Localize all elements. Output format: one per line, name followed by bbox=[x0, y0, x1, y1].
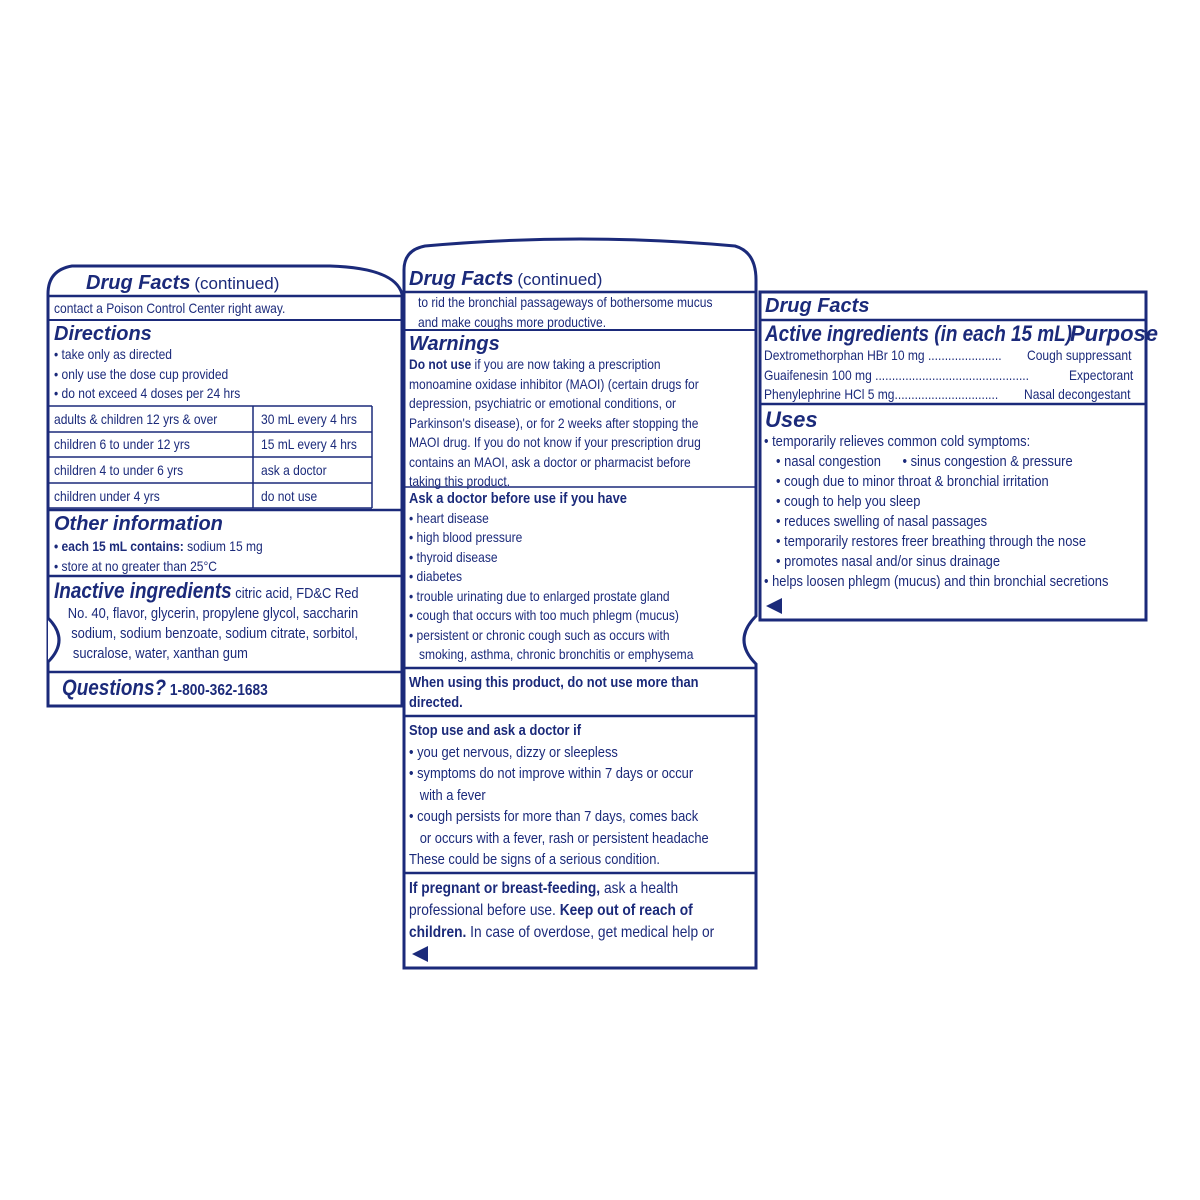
ingredient-purpose: Nasal decongestant bbox=[1024, 386, 1131, 402]
do-not-use-block bbox=[409, 355, 701, 492]
inactive-line: sodium, sodium benzoate, sodium citrate, sorbitol, bbox=[71, 625, 359, 642]
ask-doctor-heading: Ask a doctor before use if you have bbox=[409, 490, 627, 507]
when-using-block bbox=[409, 673, 699, 712]
uses-item: • cough to help you sleep bbox=[776, 493, 921, 510]
directions-item: • do not exceed 4 doses per 24 hrs bbox=[54, 385, 241, 401]
directions-heading: Directions bbox=[54, 323, 152, 345]
inactive-line: No. 40, flavor, glycerin, propylene glycol, saccharin bbox=[67, 605, 359, 622]
do-not-use-line: taking this product. bbox=[409, 473, 511, 489]
uses-list bbox=[764, 432, 1108, 592]
inactive-ingredients-heading: Inactive ingredients bbox=[54, 578, 232, 603]
overdose-text: In case of overdose, get medical help or bbox=[466, 924, 715, 941]
ingredient-purpose: Cough suppressant bbox=[1027, 347, 1132, 363]
other-item-storage: • store at no greater than 25°C bbox=[54, 557, 217, 574]
pregnant-text: professional before use. bbox=[409, 902, 560, 919]
ingredient-leader: ...................... bbox=[924, 347, 1002, 363]
stop-use-heading: Stop use and ask a doctor if bbox=[409, 722, 582, 739]
uses-item: • temporarily restores freer breathing through the nose bbox=[776, 533, 1087, 550]
uses-heading: Uses bbox=[765, 407, 818, 432]
ingredient-row bbox=[764, 366, 1029, 386]
ask-doctor-item: • persistent or chronic cough such as occurs with bbox=[409, 626, 670, 643]
inactive-line: sucralose, water, xanthan gum bbox=[72, 645, 248, 662]
do-not-use-line: depression, psychiatric or emotional conditions, or bbox=[409, 395, 677, 411]
ask-doctor-block bbox=[409, 489, 693, 665]
other-item-sodium-bold: • each 15 mL contains: bbox=[54, 538, 184, 554]
panel1-title-main: Drug Facts bbox=[86, 272, 191, 294]
stop-use-item: • cough persists for more than 7 days, comes back bbox=[409, 808, 699, 825]
pregnant-text: ask a health bbox=[600, 880, 679, 897]
stop-use-item: • you get nervous, dizzy or sleepless bbox=[409, 743, 618, 761]
uses-continued-line: and make coughs more productive. bbox=[418, 313, 607, 330]
panel2-title-main: Drug Facts bbox=[409, 268, 514, 290]
do-not-use-label: Do not use bbox=[409, 356, 472, 372]
stop-use-item: • symptoms do not improve within 7 days or occur bbox=[409, 765, 694, 782]
ingredient-purpose: Expectorant bbox=[1069, 367, 1134, 383]
ask-doctor-item: • diabetes bbox=[409, 568, 463, 584]
stop-use-item: or occurs with a fever, rash or persistent headache bbox=[409, 829, 709, 847]
dose-amount-0: 30 mL every 4 hrs bbox=[261, 411, 357, 427]
when-using-line: directed. bbox=[409, 693, 463, 711]
directions-item: • only use the dose cup provided bbox=[54, 365, 229, 382]
ask-doctor-item: smoking, asthma, chronic bronchitis or emphysema bbox=[409, 646, 694, 662]
uses-item: • nasal congestion • sinus congestion & pressure bbox=[776, 453, 1073, 470]
pregnant-label: If pregnant or breast-feeding, bbox=[409, 880, 601, 897]
when-using-line: When using this product, do not use more than bbox=[409, 674, 699, 691]
pregnant-block bbox=[409, 878, 714, 944]
ask-doctor-item: • high blood pressure bbox=[409, 529, 523, 545]
do-not-use-line: MAOI drug. If you do not know if your prescription drug bbox=[409, 434, 701, 450]
ingredient-name: Guaifenesin 100 mg bbox=[764, 367, 872, 383]
uses-intro: • temporarily relieves common cold symptoms: bbox=[764, 433, 1031, 450]
children-label: children. bbox=[409, 924, 467, 941]
ingredient-name: Dextromethorphan HBr 10 mg bbox=[764, 347, 925, 363]
warnings-heading: Warnings bbox=[409, 333, 500, 355]
stop-use-block bbox=[409, 720, 709, 871]
other-information-heading: Other information bbox=[54, 513, 223, 535]
directions-item: • take only as directed bbox=[54, 346, 172, 362]
other-item-sodium-value: sodium 15 mg bbox=[183, 538, 263, 554]
ingredient-row bbox=[764, 346, 1002, 366]
do-not-use-line: contains an MAOI, ask a doctor or pharmacist before bbox=[409, 453, 691, 470]
panel2-title bbox=[409, 268, 602, 291]
panel1-title bbox=[86, 272, 279, 295]
ask-doctor-item: • trouble urinating due to enlarged prostate gland bbox=[409, 587, 670, 604]
questions-heading: Questions? bbox=[62, 675, 167, 700]
left-triangle-arrow-icon bbox=[766, 598, 782, 614]
left-triangle-arrow-icon bbox=[412, 946, 428, 962]
panel2-title-suffix: (continued) bbox=[517, 270, 603, 289]
inactive-line: citric acid, FD&C Red bbox=[231, 585, 359, 602]
directions-list bbox=[54, 345, 240, 404]
inactive-ingredients-block bbox=[54, 580, 359, 664]
dose-amount-1: 15 mL every 4 hrs bbox=[261, 436, 357, 452]
dose-amount-3: do not use bbox=[261, 488, 318, 504]
ingredient-leader: .............................................. bbox=[871, 367, 1030, 383]
uses-continued bbox=[418, 293, 712, 332]
stop-use-item: with a fever bbox=[409, 786, 486, 804]
questions-phone: 1-800-362-1683 bbox=[166, 682, 268, 699]
ask-doctor-item: • thyroid disease bbox=[409, 548, 498, 565]
stop-use-item: These could be signs of a serious condition. bbox=[409, 851, 660, 868]
poison-control-line: contact a Poison Control Center right away. bbox=[54, 300, 286, 316]
keep-out-of-reach-label: Keep out of reach of bbox=[559, 902, 693, 919]
ingredient-leader: ............................... bbox=[894, 386, 999, 402]
ask-doctor-item: • heart disease bbox=[409, 509, 489, 526]
uses-continued-line: to rid the bronchial passageways of bothersome mucus bbox=[418, 294, 713, 310]
ingredient-name: Phenylephrine HCl 5 mg bbox=[764, 386, 895, 402]
active-ingredients-heading: Active ingredients (in each 15 mL) bbox=[765, 321, 1073, 346]
questions-line bbox=[62, 677, 268, 701]
other-item-sodium bbox=[54, 537, 263, 557]
ingredient-row bbox=[764, 385, 998, 405]
dose-age-2: children 4 to under 6 yrs bbox=[54, 462, 184, 478]
dose-age-1: children 6 to under 12 yrs bbox=[54, 436, 190, 452]
uses-item: • promotes nasal and/or sinus drainage bbox=[776, 553, 1000, 570]
dose-age-3: children under 4 yrs bbox=[54, 488, 160, 504]
do-not-use-line: if you are now taking a prescription bbox=[471, 356, 661, 372]
do-not-use-line: Parkinson's disease), or for 2 weeks after stopping the bbox=[409, 414, 699, 431]
ask-doctor-item: • cough that occurs with too much phlegm (mucus) bbox=[409, 607, 679, 623]
panel3-title: Drug Facts bbox=[765, 295, 870, 317]
other-information-list bbox=[54, 537, 263, 576]
uses-item-last: • helps loosen phlegm (mucus) and thin bronchial secretions bbox=[764, 573, 1109, 590]
do-not-use-line: monoamine oxidase inhibitor (MAOI) (certain drugs for bbox=[409, 375, 699, 392]
purpose-heading: Purpose bbox=[1070, 321, 1159, 346]
uses-item: • cough due to minor throat & bronchial irritation bbox=[776, 473, 1049, 490]
panel1-title-suffix: (continued) bbox=[194, 274, 280, 293]
uses-item: • reduces swelling of nasal passages bbox=[776, 513, 988, 530]
dose-age-0: adults & children 12 yrs & over bbox=[54, 411, 218, 427]
dose-amount-2: ask a doctor bbox=[261, 462, 327, 478]
